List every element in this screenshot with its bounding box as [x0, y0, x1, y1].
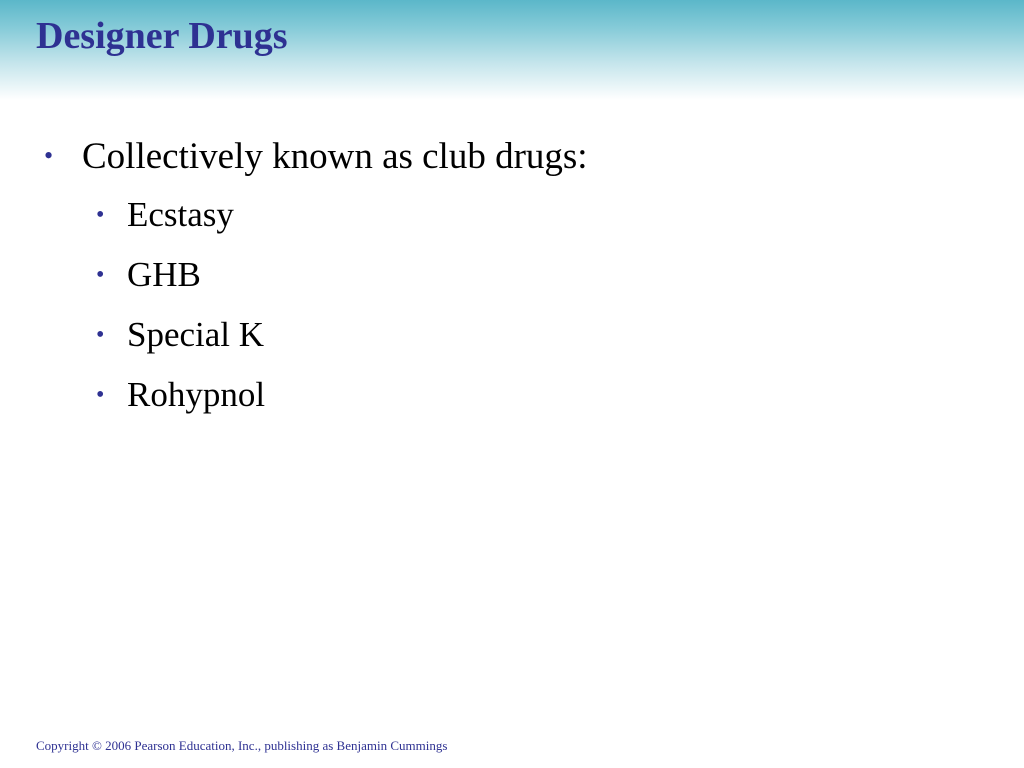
bullet-icon: • — [96, 382, 105, 408]
sub-bullet-row — [96, 314, 264, 356]
sub-bullet-row — [96, 194, 234, 236]
main-bullet-row — [44, 134, 588, 179]
sub-bullet-text: Ecstasy — [127, 195, 234, 234]
bullet-icon: • — [96, 322, 105, 348]
main-bullet-text: Collectively known as club drugs: — [82, 136, 588, 177]
sub-bullet-text: Rohypnol — [127, 375, 266, 414]
copyright-footer: Copyright © 2006 Pearson Education, Inc., publishing as Benjamin Cummings — [36, 738, 448, 753]
bullet-icon: • — [96, 202, 105, 228]
bullet-icon: • — [44, 141, 54, 170]
sub-bullet-text: Special K — [127, 315, 265, 354]
bullet-icon: • — [96, 262, 105, 288]
slide-title: Designer Drugs — [36, 15, 288, 57]
sub-bullet-text: GHB — [127, 255, 201, 294]
sub-bullet-row — [96, 374, 265, 416]
sub-bullet-row — [96, 254, 201, 296]
